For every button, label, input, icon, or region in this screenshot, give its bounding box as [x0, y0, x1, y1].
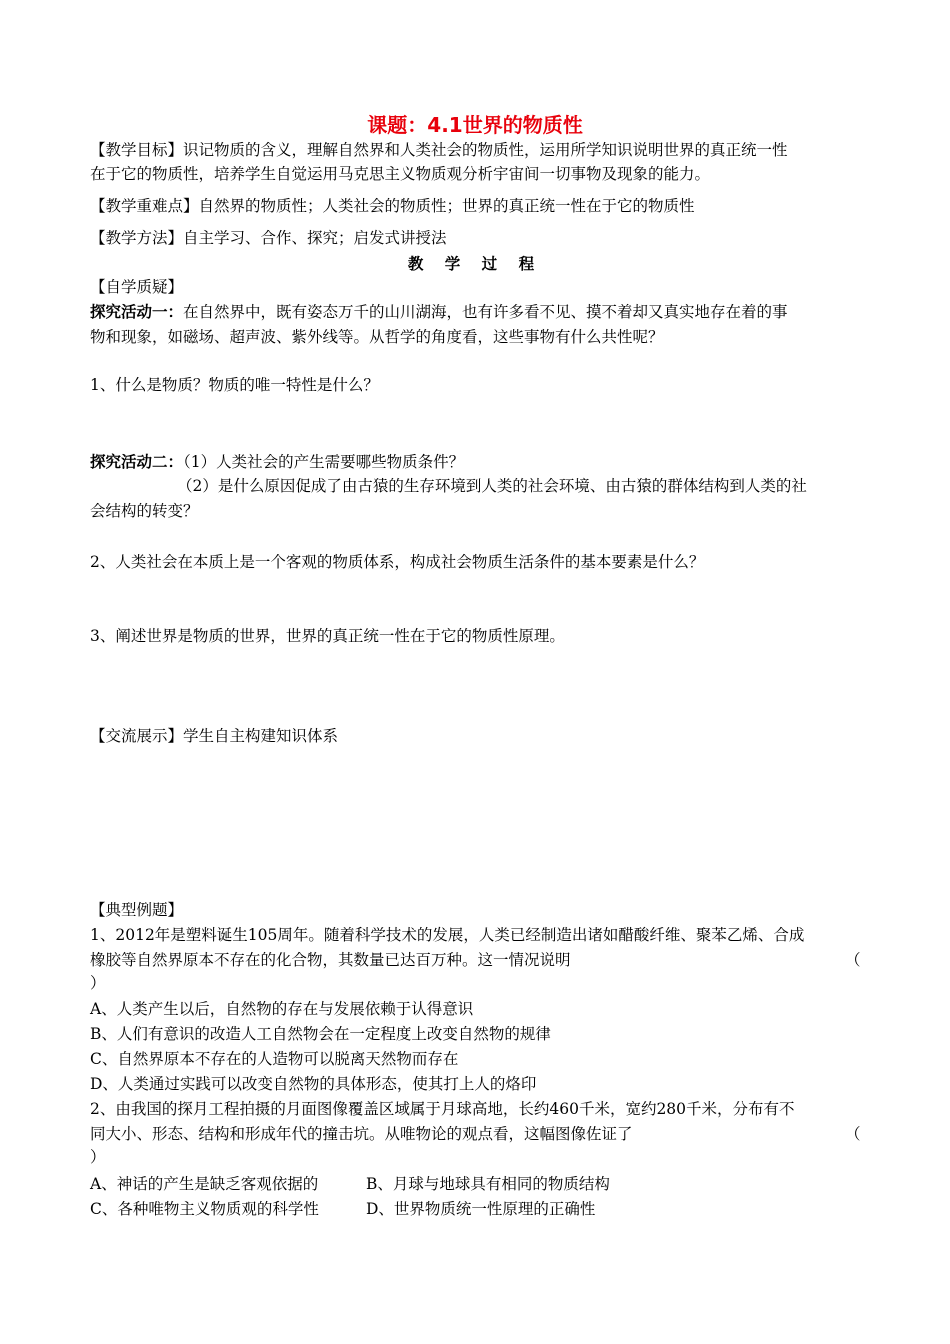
example2-line-2: 同大小、形态、结构和形成年代的撞击坑。从唯物论的观点看，这幅图像佐证了: [90, 1125, 633, 1143]
activity1-line-1: [90, 302, 860, 322]
self-study-label: 【自学质疑】: [90, 278, 184, 296]
activity1-label: 探究活动一：: [90, 302, 184, 321]
example2-option-d: D、世界物质统一性原理的正确性: [366, 1200, 596, 1218]
example1-line-1: 1、2012年是塑料诞生105周年。随着科学技术的发展，人类已经制造出诸如醋酸纤维、聚苯乙烯、合成: [90, 926, 805, 944]
example2-line-1: 2、由我国的探月工程拍摄的月面图像覆盖区域属于月球高地，长约460千米，宽约280千米，分布有不: [90, 1100, 795, 1118]
process-heading: 教 学 过 程: [407, 255, 543, 273]
activity2-text-1: （1）人类社会的产生需要哪些物质条件？: [183, 453, 465, 471]
example2-paren-open: （: [845, 1125, 861, 1143]
example1-paren-open: （: [845, 951, 861, 969]
keypoints-label: 【教学重难点】: [90, 197, 199, 215]
methods-label: 【教学方法】: [90, 229, 184, 247]
example1-option-c: C、自然界原本不存在的人造物可以脱离天然物而存在: [90, 1050, 459, 1068]
question-1: 1、什么是物质？物质的唯一特性是什么？: [90, 376, 379, 394]
exchange-label: 【交流展示】: [90, 727, 184, 745]
keypoints-text: 自然界的物质性；人类社会的物质性；世界的真正统一性在于它的物质性: [198, 197, 695, 215]
example2-option-b: B、月球与地球具有相同的物质结构: [366, 1175, 610, 1193]
activity1-text-2: 物和现象，如磁场、超声波、紫外线等。从哲学的角度看，这些事物有什么共性呢？: [90, 328, 664, 346]
question-3: 3、阐述世界是物质的世界，世界的真正统一性在于它的物质性原理。: [90, 627, 565, 645]
example1-line-2: 橡胶等自然界原本不存在的化合物，其数量已达百万种。这一情况说明: [90, 951, 571, 969]
example1-paren-close: ）: [90, 974, 106, 992]
example2-option-c: C、各种唯物主义物质观的科学性: [90, 1200, 319, 1218]
activity2-line-1: [90, 452, 860, 472]
objectives-label: 【教学目标】: [90, 141, 184, 159]
example2-paren-close: ）: [90, 1148, 106, 1166]
examples-label: 【典型例题】: [90, 901, 184, 919]
methods-text: 自主学习、合作、探究；启发式讲授法: [183, 229, 447, 247]
example2-options-row-2: [90, 1199, 860, 1219]
objectives-line-1: [90, 140, 860, 160]
exchange-text: 学生自主构建知识体系: [183, 727, 339, 745]
activity2-text-2: （2）是什么原因促成了由古猿的生存环境到人类的社会环境、由古猿的群体结构到人类的社: [177, 477, 807, 495]
methods-line: [90, 228, 860, 248]
objectives-text-2: 在于它的物质性，培养学生自觉运用马克思主义物质观分析宇宙间一切事物及现象的能力。: [90, 165, 711, 183]
example2-option-a: A、神话的产生是缺乏客观依据的: [90, 1175, 319, 1193]
activity2-text-3: 会结构的转变？: [90, 502, 199, 520]
page-title: 课题：4.1世界的物质性: [367, 113, 583, 137]
objectives-text-1: 识记物质的含义，理解自然界和人类社会的物质性，运用所学知识说明世界的真正统一性: [183, 141, 788, 159]
exchange-line: [90, 726, 860, 746]
example1-option-a: A、人类产生以后，自然物的存在与发展依赖于认得意识: [90, 1000, 474, 1018]
example1-option-b: B、人们有意识的改造人工自然物会在一定程度上改变自然物的规律: [90, 1025, 551, 1043]
activity2-label: 探究活动二：: [90, 452, 184, 471]
question-2: 2、人类社会在本质上是一个客观的物质体系，构成社会物质生活条件的基本要素是什么？: [90, 553, 705, 571]
example1-option-d: D、人类通过实践可以改变自然物的具体形态，使其打上人的烙印: [90, 1075, 537, 1093]
example2-options-row-1: [90, 1174, 860, 1194]
keypoints-line: [90, 196, 860, 216]
activity1-text-1: 在自然界中，既有姿态万千的山川湖海，也有许多看不见、摸不着却又真实地存在着的事: [183, 303, 788, 321]
